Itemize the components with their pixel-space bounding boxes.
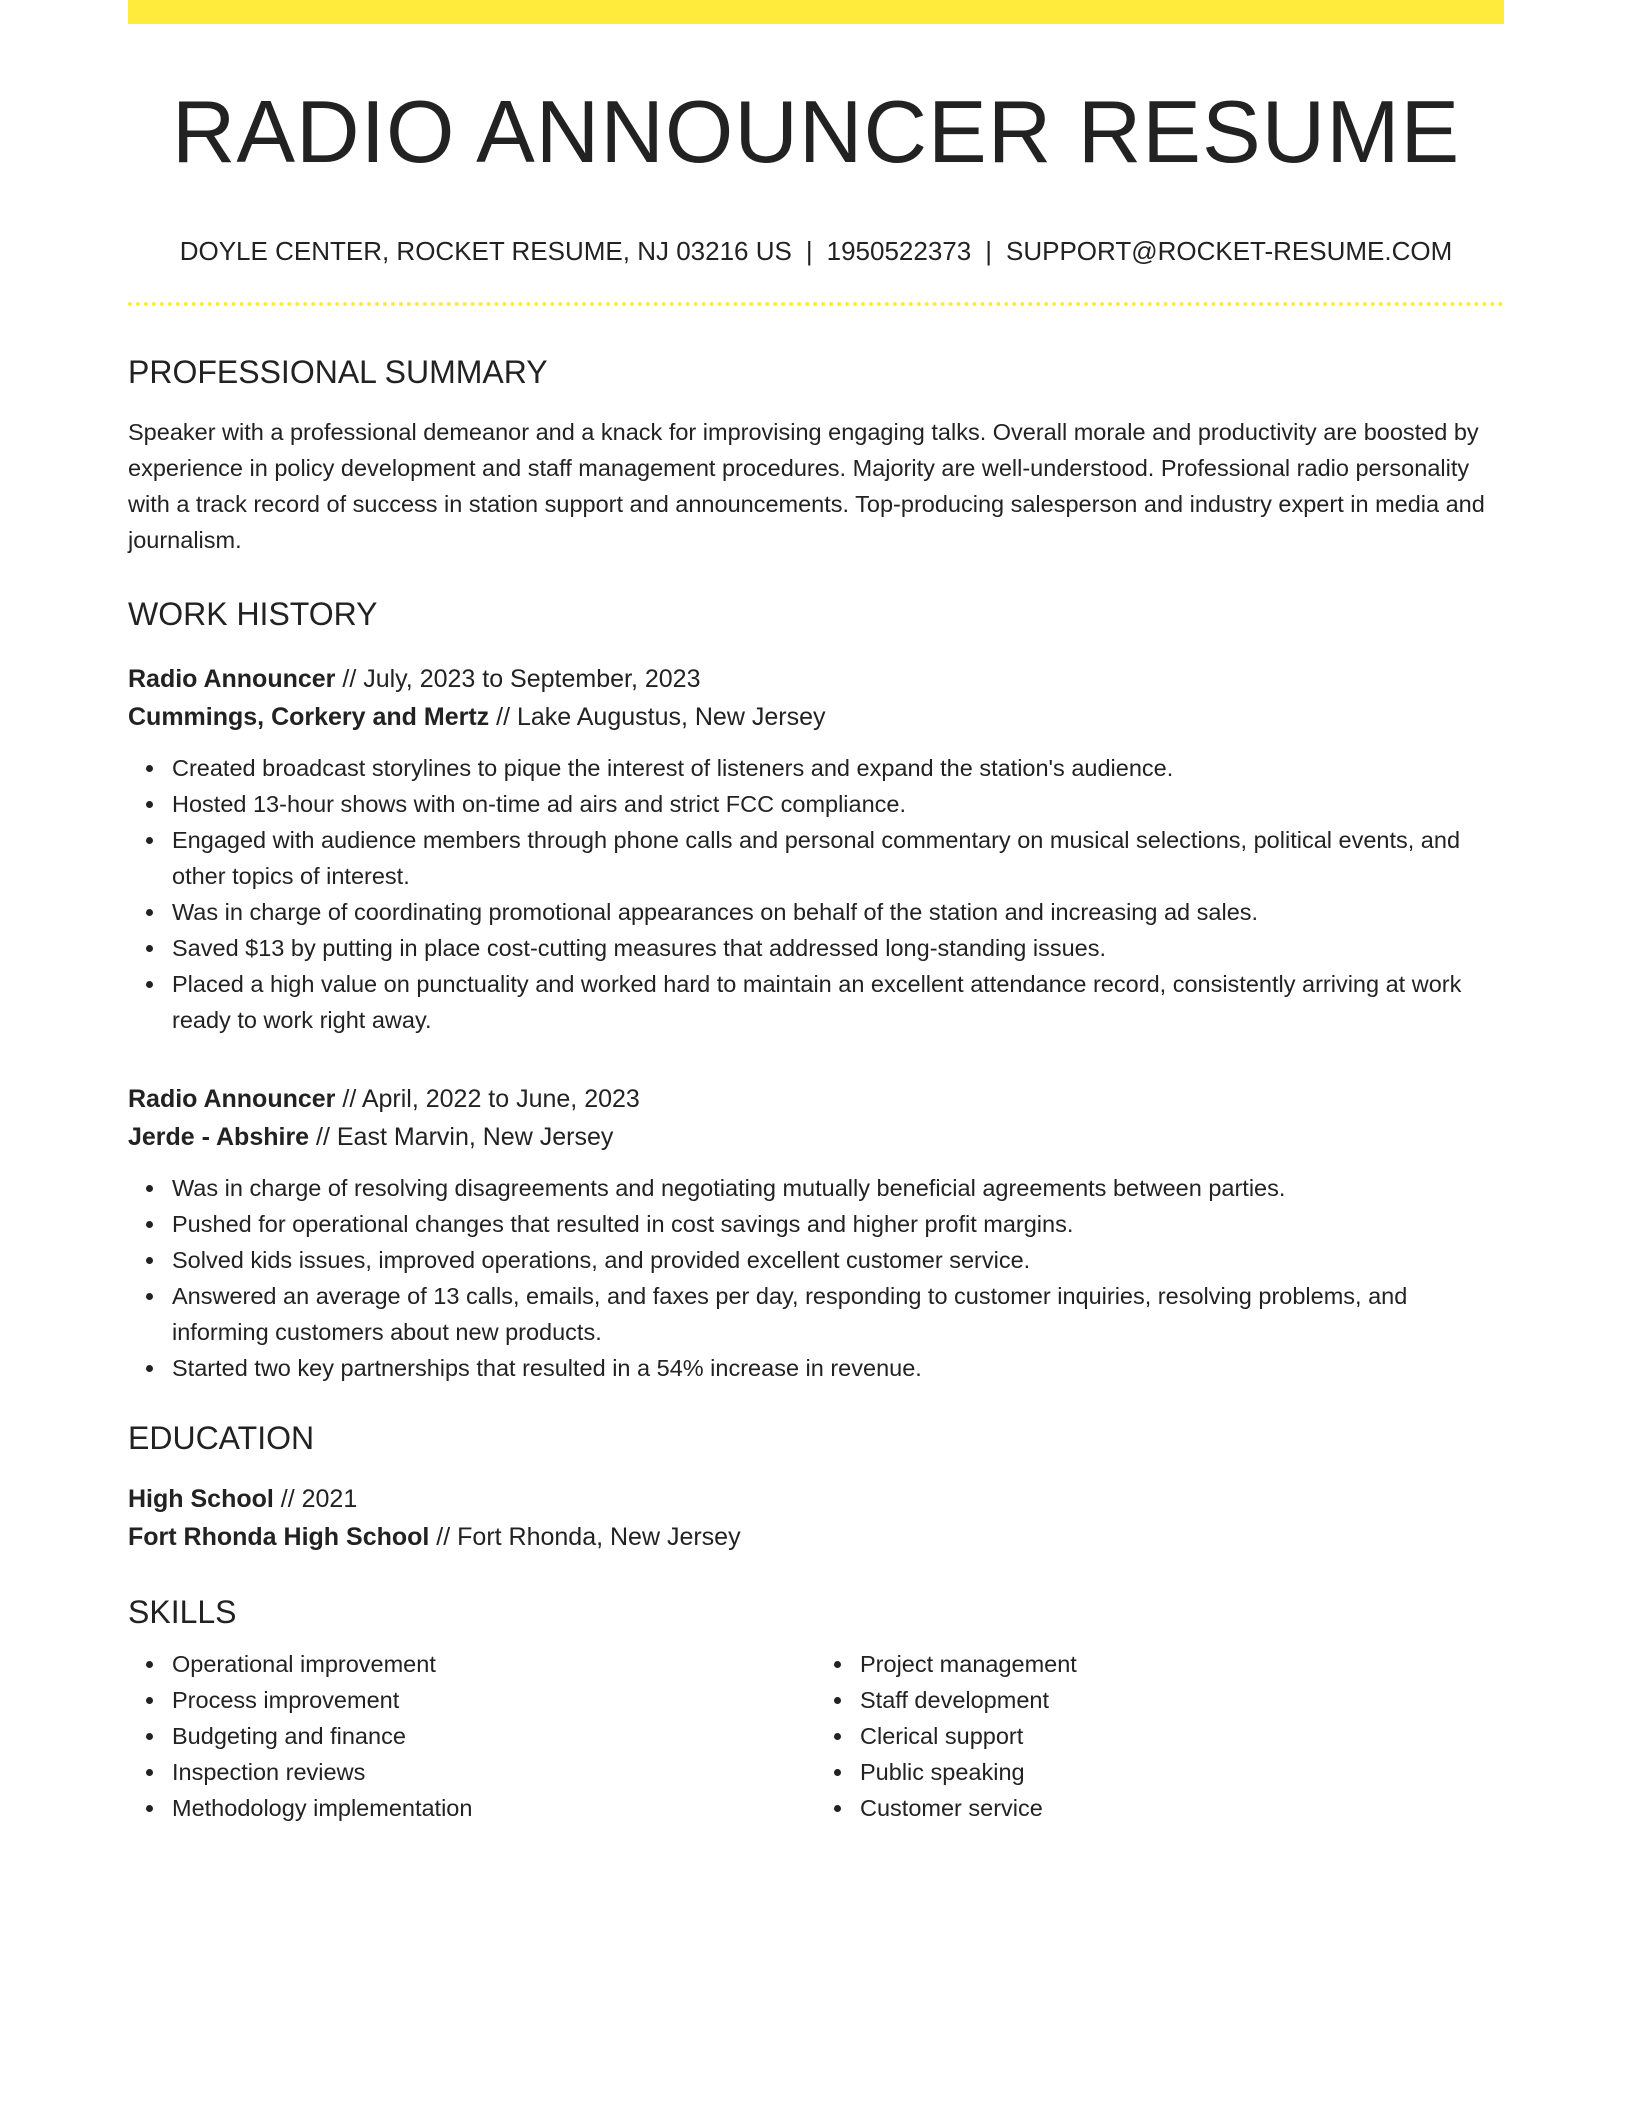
job-bullet: Started two key partnerships that resulted in a 54% increase in revenue.: [172, 1350, 1504, 1386]
job-bullet: Was in charge of resolving disagreements and negotiating mutually beneficial agreements between parties.: [172, 1170, 1504, 1206]
skill-item: Inspection reviews: [172, 1754, 816, 1790]
contact-line: [128, 238, 1504, 264]
education-location: // Fort Rhonda, New Jersey: [429, 1523, 741, 1551]
skill-item: Project management: [860, 1646, 1504, 1682]
skill-item: Clerical support: [860, 1718, 1504, 1754]
summary-heading: PROFESSIONAL SUMMARY: [128, 354, 548, 390]
skill-item: Process improvement: [172, 1682, 816, 1718]
job-company-line: [128, 698, 1504, 736]
job-bullets: [128, 750, 1504, 1038]
job-bullet: Answered an average of 13 calls, emails, and faxes per day, responding to customer inquiries, resolving problems, and informing customers about new products.: [172, 1278, 1504, 1350]
job-title: Radio Announcer: [128, 1085, 336, 1113]
education-entry: [128, 1480, 1504, 1556]
summary-text: Speaker with a professional demeanor and a knack for improvising engaging talks. Overall morale and productivity are boosted by experience in policy development and staff management procedures. Majority are well-understood. Professional radio personality with a track record of success in station support and announcements. Top-producing salesperson and industry expert in media and journalism.: [128, 419, 1485, 553]
job-bullet: Created broadcast storylines to pique the interest of listeners and expand the station's audience.: [172, 750, 1504, 786]
job-bullet: Solved kids issues, improved operations, and provided excellent customer service.: [172, 1242, 1504, 1278]
skills-list-right: [816, 1646, 1504, 1826]
skill-item: Budgeting and finance: [172, 1718, 816, 1754]
job-dates: // April, 2022 to June, 2023: [335, 1085, 640, 1113]
contact-address: DOYLE CENTER, ROCKET RESUME, NJ 03216 US: [179, 236, 792, 266]
job-bullet: Was in charge of coordinating promotional appearances on behalf of the station and increasing ad sales.: [172, 894, 1504, 930]
job-bullet: Pushed for operational changes that resulted in cost savings and higher profit margins.: [172, 1206, 1504, 1242]
resume-page: [128, 0, 1504, 1826]
job-entry: [128, 660, 1504, 1038]
job-bullet: Placed a high value on punctuality and worked hard to maintain an excellent attendance record, consistently arriving at work ready to work right away.: [172, 966, 1504, 1038]
job-title-line: [128, 660, 1504, 698]
skill-item: Public speaking: [860, 1754, 1504, 1790]
job-bullet: Hosted 13-hour shows with on-time ad airs and strict FCC compliance.: [172, 786, 1504, 822]
contact-separator: |: [805, 236, 813, 266]
contact-email: SUPPORT@ROCKET-RESUME.COM: [1005, 236, 1453, 266]
skill-item: Customer service: [860, 1790, 1504, 1826]
job-title-line: [128, 1080, 1504, 1118]
job-company: Cummings, Corkery and Mertz: [128, 703, 490, 731]
job-company-line: [128, 1118, 1504, 1156]
job-company: Jerde - Abshire: [128, 1123, 310, 1151]
resume-title: RADIO ANNOUNCER RESUME: [171, 82, 1461, 181]
job-location: // Lake Augustus, New Jersey: [489, 703, 826, 731]
education-heading: EDUCATION: [128, 1420, 315, 1456]
job-bullet: Engaged with audience members through phone calls and personal commentary on musical selections, political events, and other topics of interest.: [172, 822, 1504, 894]
job-location: // East Marvin, New Jersey: [309, 1123, 614, 1151]
education-school-line: [128, 1518, 1504, 1556]
job-entry: [128, 1080, 1504, 1386]
skill-item: Methodology implementation: [172, 1790, 816, 1826]
education-degree: High School: [128, 1485, 274, 1513]
education-year: // 2021: [273, 1485, 358, 1513]
job-dates: // July, 2023 to September, 2023: [335, 665, 701, 693]
accent-bar: [128, 0, 1504, 24]
job-bullets: [128, 1170, 1504, 1386]
job-bullet: Saved $13 by putting in place cost-cutting measures that addressed long-standing issues.: [172, 930, 1504, 966]
contact-separator: |: [985, 236, 992, 266]
dotted-divider: [128, 302, 1504, 306]
skills-columns: [128, 1638, 1504, 1826]
job-title: Radio Announcer: [128, 665, 336, 693]
skill-item: Operational improvement: [172, 1646, 816, 1682]
work-history-heading: WORK HISTORY: [128, 596, 378, 632]
education-degree-line: [128, 1480, 1504, 1518]
skill-item: Staff development: [860, 1682, 1504, 1718]
education-school: Fort Rhonda High School: [128, 1523, 430, 1551]
contact-phone: 1950522373: [826, 236, 972, 266]
skills-heading: SKILLS: [128, 1594, 237, 1630]
skills-list-left: [128, 1646, 816, 1826]
